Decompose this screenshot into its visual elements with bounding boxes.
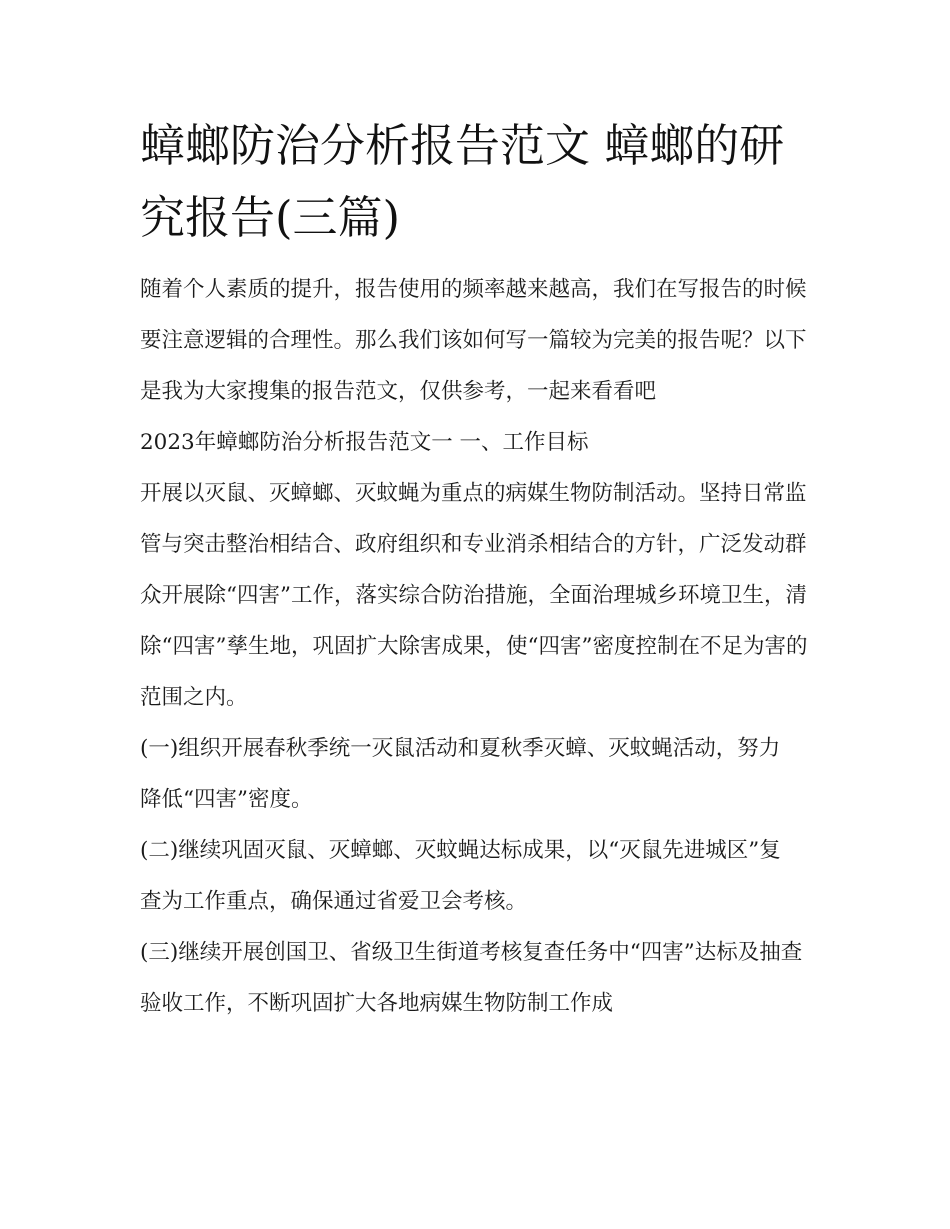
body-paragraph: 开展以灭鼠、灭蟑螂、灭蚊蝇为重点的病媒生物防制活动。坚持日常监管与突击整治相结合、政府组织和专业消杀相结合的方针，广泛发动群众开展除“四害”工作，落实综合防治措施，全面治理城乡环境卫生，清除“四害”孳生地，巩固扩大除害成果，使“四害”密度控制在不足为害的范围之内。 (140, 481, 808, 710)
document-title: 蟑螂防治分析报告范文 蟑螂的研究报告(三篇) (140, 119, 785, 244)
list-item-1: (一)组织开展春秋季统一灭鼠活动和夏秋季灭蟑、灭蚊蝇活动，努力降低“四害”密度。 (140, 736, 781, 812)
section-heading: 2023年蟑螂防治分析报告范文一 一、工作目标 (140, 430, 589, 455)
intro-paragraph: 随着个人素质的提升，报告使用的频率越来越高，我们在写报告的时候要注意逻辑的合理性。那么我们该如何写一篇较为完美的报告呢？以下是我为大家搜集的报告范文，仅供参考，一起来看看吧 (140, 277, 807, 404)
list-item-3: (三)继续开展创国卫、省级卫生街道考核复查任务中“四害”达标及抽查验收工作，不断巩固扩大各地病媒生物防制工作成 (140, 940, 803, 1016)
list-item-2: (二)继续巩固灭鼠、灭蟑螂、灭蚊蝇达标成果，以“灭鼠先进城区”复查为工作重点，确保通过省爱卫会考核。 (140, 838, 781, 914)
document-body (140, 264, 820, 1029)
document-page (140, 110, 820, 1029)
